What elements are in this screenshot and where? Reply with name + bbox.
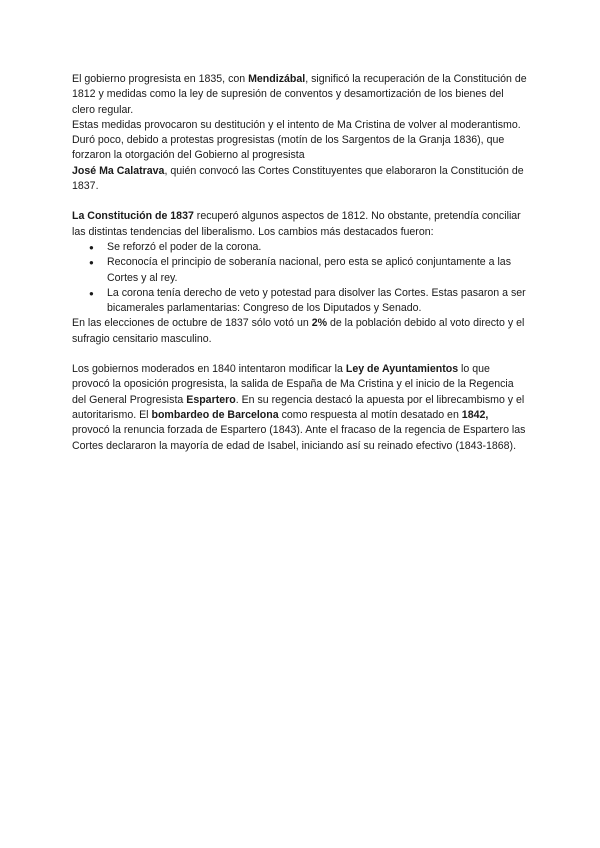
text-run: lo que provocó la oposición progresista, la salida de España de Ma Cristina y el inicio de la Regencia del General Progresista [72, 363, 514, 406]
text-run: . En su regencia destacó la apuesta por el librecambismo y el autoritarismo. El [72, 393, 525, 421]
bold-run: 2% [311, 317, 328, 330]
bold-run: José Ma Calatrava [72, 164, 165, 177]
text-run: de la población debido al voto directo y el sufragio censitario masculino. [72, 317, 525, 345]
paragraph-gap [72, 347, 528, 362]
text-run: provocó la renuncia forzada de Espartero (1843). Ante el fracaso de la regencia de Espartero las Cortes declararon la mayoría de edad de Isabel, iniciando así su reinado efectivo (1843-1868). [72, 424, 526, 452]
bold-run: 1842, [461, 408, 489, 421]
text-run: El gobierno progresista en 1835, con [72, 73, 249, 85]
paragraph-calatrava [72, 118, 528, 194]
paragraph-constitucion-1837 [72, 209, 528, 240]
bullet-list [72, 240, 528, 316]
bullet-item: ● Reconocía el principio de soberanía nacional, pero esta se aplicó conjuntamente a las Cortes y al rey. [107, 255, 528, 286]
bold-run: Mendizábal [248, 73, 306, 85]
text-run: , significó la recuperación de la Constitución de 1812 y medidas como la ley de supresión de conventos y desamortización de los bienes del clero regular. [72, 73, 527, 116]
text-run: como respuesta al motín desatado en [278, 408, 462, 421]
paragraph-elecciones [72, 316, 528, 347]
bold-run: bombardeo de Barcelona [151, 408, 279, 421]
bold-run: La Constitución de 1837 [72, 210, 194, 223]
bold-run: Espartero [186, 393, 236, 406]
bullet-item: ● La corona tenía derecho de veto y potestad para disolver las Cortes. Estas pasaron a ser bicamerales parlamentarias: Congreso de los Diputados y Senado. [107, 286, 528, 317]
bold-run: Ley de Ayuntamientos [345, 363, 459, 376]
paragraph-gap [72, 194, 528, 209]
text-run: En las elecciones de octubre de 1837 sólo votó un [72, 317, 312, 330]
paragraph-mendizabal [72, 72, 528, 118]
text-run: Estas medidas provocaron su destitución y el intento de Ma Cristina de volver al moderantismo. Duró poco, debido a protestas progresistas (motín de los Sargentos de la Granja 1836), que forzaron la otorgación del Gobierno al progresista [72, 118, 521, 162]
text-run: , quién convocó las Cortes Constituyentes que elaboraron la Constitución de 1837. [72, 164, 524, 193]
paragraph-espartero [72, 362, 528, 454]
text-run: recuperó algunos aspectos de 1812. No obstante, pretendía conciliar las distintas tendencias del liberalismo. Los cambios más destacados fueron: [72, 210, 521, 238]
bullet-item: ● Se reforzó el poder de la corona. [107, 240, 528, 255]
text-run: Los gobiernos moderados en 1840 intentaron modificar la [72, 363, 346, 376]
